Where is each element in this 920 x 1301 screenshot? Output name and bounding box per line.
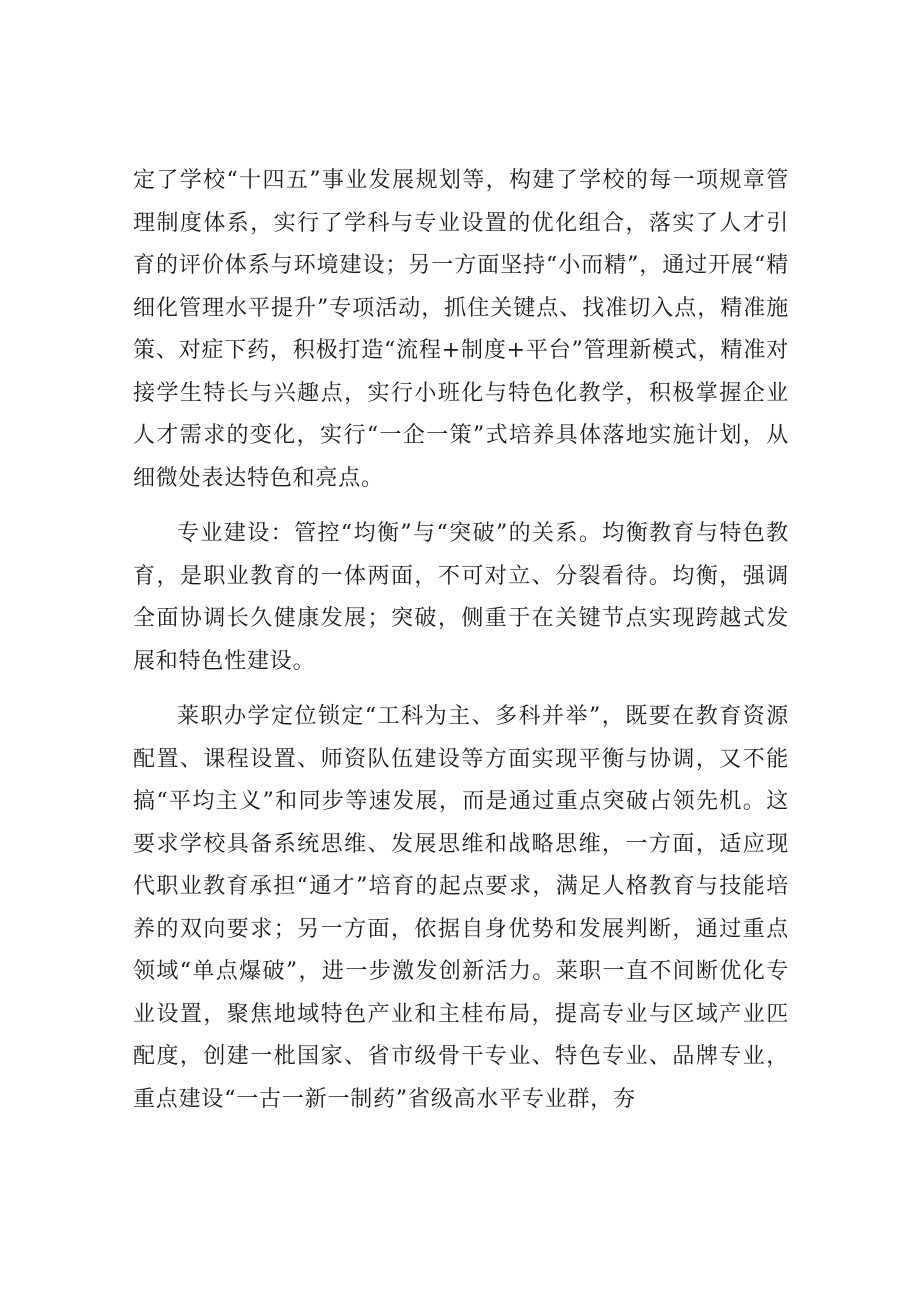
body-text bbox=[133, 160, 789, 1134]
paragraph-school-positioning: 莱职办学定位锁定“工科为主、多科并举”，既要在教育资源配置、课程设置、师资队伍建设等方面实现平衡与协调，又不能搞“平均主义”和同步等速发展，而是通过重点突破占领先机。这要求学校具备系统思维、发展思维和战略思维，一方面，适应现代职业教育承担“通才”培育的起点要求，满足人格教育与技能培养的双向要求；另一方面，依据自身优势和发展判断，通过重点领域“单点爆破”，进一步激发创新活力。莱职一直不间断优化专业设置，聚焦地域特色产业和主桂布局，提高专业与区域产业匹配度，创建一枇国家、省市级骨干专业、特色专业、品牌专业，重点建设“一古一新一制药”省级高水平专业群，夯 bbox=[133, 704, 789, 1112]
paragraph-specialty-construction: 专业建设：管控“均衡”与“突破”的关系。均衡教育与特色教育，是职业教育的一体两面，不可对立、分裂看待。均衡，强调全面协调长久健康发展；突破，侧重于在关键节点实现跨越式发展和特色性建设。 bbox=[133, 521, 789, 674]
paragraph-continuation: 定了学校“十四五”事业发展规划等，构建了学校的每一项规章管理制度体系，实行了学科与专业设置的优化组合，落实了人才引育的评价体系与环境建设；另一方面坚持“小而精”，通过开展“精细化管理水平提升”专项活动，抓住关键点、找准切入点，精准施策、对症下药，积极打造“流程+制度+平台”管理新模式，精准对接学生特长与兴趣点，实行小班化与特色化教学，积极掌握企业人才需求的变化，实行“一企一策”式培养具体落地实施计划，从细微处表达特色和亮点。 bbox=[133, 168, 789, 491]
